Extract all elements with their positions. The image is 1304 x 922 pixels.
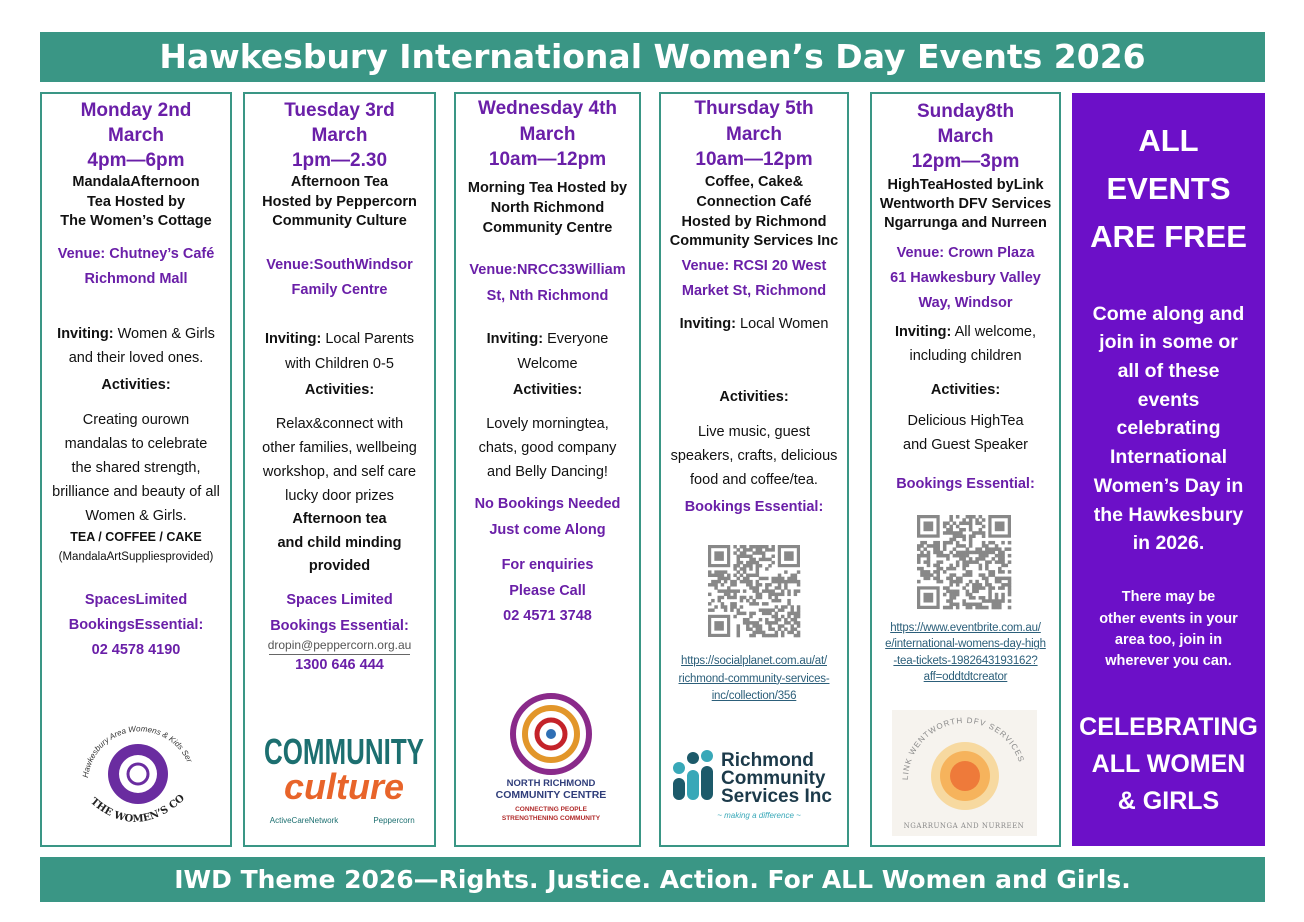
venue-line: Venue:SouthWindsor [266, 256, 413, 273]
event-title-line: Wentworth DFV Services [879, 195, 1052, 212]
inviting [456, 327, 639, 377]
event-date-line: 10am—12pm [695, 149, 813, 171]
booking-info-line: 02 4578 4190 [91, 641, 181, 658]
booking-phone [245, 656, 434, 674]
event-title-line: Afternoon Tea [290, 174, 389, 191]
event-title-line: North Richmond [490, 200, 605, 216]
enquiries-line: For enquiries [501, 557, 594, 574]
activities-line: lucky door prizes [285, 488, 394, 504]
qr-code-socialplanet[interactable] [708, 545, 800, 637]
booking-email-link[interactable] [245, 638, 434, 652]
activities [456, 412, 639, 484]
enquiries-line: Please Call [509, 582, 586, 599]
svg-text:COMMUNITY: COMMUNITY [264, 731, 424, 772]
venue [245, 253, 434, 303]
inviting-text: Everyone [543, 330, 609, 347]
inviting-text: Local Parents [321, 330, 415, 347]
event-card-wednesday [454, 92, 641, 847]
inviting [661, 312, 847, 337]
event-date [456, 96, 639, 173]
event-card-thursday [659, 92, 849, 847]
svg-text:culture: culture [283, 766, 405, 807]
inviting-text: with Children 0-5 [285, 355, 394, 372]
activities-label-line: Activities: [304, 382, 375, 398]
activities-line: the shared strength, [71, 460, 201, 476]
inviting-line [661, 312, 847, 337]
inviting-label: Inviting: [57, 326, 114, 342]
event-date [42, 98, 230, 173]
venue [872, 241, 1059, 316]
free-heading-line: ALL [1138, 123, 1199, 158]
svg-text:ActiveCareNetwork: ActiveCareNetwork [269, 816, 339, 825]
event-date [661, 96, 847, 173]
activities-line: mandalas to celebrate [64, 436, 208, 452]
svg-text:THE WOMEN’S COTTAGE: THE WOMEN’S CO [88, 792, 187, 826]
free-heading-line: ARE FREE [1090, 219, 1247, 254]
no-bookings [456, 491, 639, 543]
event-date-line: March [726, 123, 782, 145]
event-title-line: Tea Hosted by [86, 193, 186, 210]
activities-line: speakers, crafts, delicious [670, 448, 838, 464]
activities-line: Relax&connect with [275, 416, 404, 432]
inviting-text: Women & Girls [113, 326, 215, 342]
inviting-text: Local Women [735, 315, 829, 332]
womens-cottage-arc-text: Hawkesbury Area Womens & Kids Ser [81, 724, 194, 779]
no-bookings-line: Just come Along [489, 522, 606, 538]
spaces-limited [245, 588, 434, 613]
booking-info-line: BookingsEssential: [68, 616, 204, 633]
venue-line: Venue: Crown Plaza [896, 244, 1035, 261]
inviting-line [456, 327, 639, 352]
event-date-line: March [937, 125, 994, 147]
intro-text-line: all of these [1117, 360, 1220, 383]
celebrating-heading-line: ALL WOMEN [1091, 749, 1246, 778]
inviting-text: Welcome [517, 355, 578, 372]
event-title-line: HighTeaHosted byLink [887, 176, 1044, 193]
activities-line: Women & Girls. [85, 508, 187, 524]
provided-note-line: and child minding [277, 534, 402, 551]
booking-url-link[interactable] [661, 653, 847, 706]
svg-text:STRENGTHENING COMMUNITY: STRENGTHENING COMMUNITY [501, 815, 601, 822]
inviting [42, 322, 230, 370]
svg-text:Services Inc: Services Inc [721, 786, 832, 807]
booking-info [42, 588, 230, 663]
activities-label [42, 373, 230, 397]
venue-line: 61 Hawkesbury Valley [890, 269, 1041, 286]
intro-text-line: Women’s Day in [1093, 474, 1244, 497]
svg-text:CONNECTING PEOPLE: CONNECTING PEOPLE [515, 806, 587, 813]
activities-label-line: Activities: [512, 382, 583, 398]
iwd-theme-banner: IWD Theme 2026—Rights. Justice. Action. For ALL Women and Girls. [40, 857, 1265, 902]
svg-text:Community: Community [721, 768, 826, 789]
other-events-note-line: other events in your [1099, 610, 1238, 627]
activities-line: and Belly Dancing! [487, 464, 608, 480]
free-heading-line: EVENTS [1106, 171, 1231, 206]
intro-text-line: the Hawkesbury [1093, 503, 1244, 526]
event-date-line: Monday 2nd [80, 99, 192, 121]
activities-label-line: Activities: [719, 389, 789, 405]
event-card-sunday [870, 92, 1061, 847]
activities-line: Delicious HighTea [907, 413, 1024, 429]
venue [456, 257, 639, 309]
activities-label [872, 378, 1059, 402]
activities-line: other families, wellbeing [262, 440, 417, 456]
booking-url-link-line[interactable]: aff=oddtdtcreator [923, 671, 1008, 684]
refreshments [42, 528, 230, 546]
inviting-label: Inviting: [679, 315, 736, 332]
activities [661, 420, 847, 492]
enquiries-line: 02 4571 3748 [503, 608, 592, 625]
booking-url-link-line[interactable]: inc/collection/356 [711, 690, 797, 703]
community-culture-logo [259, 719, 429, 829]
activities-line: food and coffee/tea. [690, 472, 818, 488]
spaces-limited-line: Spaces Limited [286, 591, 393, 608]
inviting-line [245, 327, 434, 352]
intro-text [1072, 300, 1265, 558]
inviting-label: Inviting: [486, 330, 544, 347]
refreshments-line: TEA / COFFEE / CAKE [70, 530, 202, 544]
activities-label [245, 378, 434, 402]
event-card-monday [40, 92, 232, 847]
inviting-line [42, 322, 230, 346]
event-date-line: Tuesday 3rd [284, 99, 395, 121]
intro-text-line: events [1137, 388, 1200, 411]
booking-url-link-line[interactable]: https://socialplanet.com.au/at/ [681, 655, 827, 668]
event-date-line: Wednesday 4th [477, 98, 618, 120]
other-events-note [1072, 587, 1265, 672]
event-date [872, 99, 1059, 174]
enquiries [456, 553, 639, 630]
event-title-line: Morning Tea Hosted by [467, 180, 628, 196]
booking-url-link-line[interactable]: richmond-community-services- [678, 672, 830, 685]
activities-line: workshop, and self care [262, 464, 417, 480]
svg-text:Richmond: Richmond [721, 750, 814, 771]
provided-note [245, 508, 434, 579]
event-title-line: Coffee, Cake& [704, 174, 804, 191]
venue-line: Venue:NRCC33William [469, 262, 626, 278]
bookings-label [872, 472, 1059, 496]
activities [245, 412, 434, 508]
event-title [245, 173, 434, 232]
svg-text:NGARRUNGA AND NURREEN: NGARRUNGA AND NURREEN [903, 822, 1025, 830]
page-title: Hawkesbury International Women’s Day Events 2026 [40, 32, 1265, 82]
event-title [661, 173, 847, 252]
booking-url-link[interactable] [872, 620, 1059, 686]
bookings-label [661, 495, 847, 519]
booking-url-link-line[interactable]: -tea-tickets-1982643193162? [893, 654, 1038, 667]
venue [661, 254, 847, 304]
inviting-label: Inviting: [894, 324, 952, 340]
bookings-label-line: Bookings Essential: [896, 476, 1035, 492]
event-title-line: Community Centre [482, 220, 613, 236]
event-date-line: Thursday 5th [694, 98, 814, 120]
inviting-text: and their loved ones. [68, 350, 204, 366]
inviting-text: All welcome, [951, 324, 1036, 340]
event-date-line: 12pm—3pm [911, 150, 1020, 172]
venue-line: Family Centre [291, 281, 388, 298]
activities [872, 409, 1059, 457]
provided-note-line: Afternoon tea [292, 511, 387, 528]
event-title [456, 178, 639, 238]
celebrating-heading-line: CELEBRATING [1079, 712, 1258, 741]
richmond-community-services-logo [669, 746, 849, 826]
venue-line: Richmond Mall [84, 270, 188, 287]
other-events-note-line: area too, join in [1114, 631, 1223, 648]
venue-line: Market St, Richmond [681, 282, 827, 299]
event-date-line: 4pm—6pm [87, 149, 185, 171]
other-events-note-line: wherever you can. [1105, 653, 1232, 670]
event-title-line: Ngarrunga and Nurreen [884, 214, 1047, 231]
event-title-line: The Women’s Cottage [60, 213, 212, 230]
activities-line: Lovely morningtea, [486, 416, 609, 432]
inviting [872, 320, 1059, 368]
celebrating-heading-line: & GIRLS [1117, 786, 1220, 815]
divider [269, 654, 410, 655]
event-title-line: Hosted by Peppercorn [262, 193, 417, 210]
venue-line: St, Nth Richmond [486, 288, 609, 304]
venue-line: Way, Windsor [918, 294, 1013, 311]
activities-label-line: Activities: [930, 382, 1001, 398]
inviting [245, 327, 434, 377]
inviting-label: Inviting: [264, 330, 322, 347]
activities-line: Live music, guest [697, 424, 811, 440]
event-title-line: Community Culture [272, 213, 407, 230]
intro-text-line: Come along and [1092, 302, 1245, 325]
supplies-note [42, 548, 230, 566]
svg-text:Peppercorn: Peppercorn [373, 816, 415, 825]
all-events-free-panel [1072, 93, 1265, 846]
no-bookings-line: No Bookings Needed [474, 496, 621, 512]
event-date-line: Sunday8th [916, 100, 1015, 122]
svg-text:LINK WENTWORTH DFV SERVICES: LINK WENTWORTH DFV SERVICES [900, 715, 1027, 781]
event-date-line: 1pm—2.30 [291, 149, 388, 171]
event-title-line: Community Services Inc [669, 233, 839, 250]
qr-code-eventbrite[interactable] [917, 515, 1011, 609]
activities-label [661, 385, 847, 409]
event-title-line: MandalaAfternoon [72, 174, 200, 191]
event-date-line: March [519, 123, 576, 145]
venue-line: Venue: Chutney’s Café [57, 245, 215, 262]
supplies-note-line: (MandalaArtSuppliesprovided) [58, 551, 214, 563]
celebrating-heading [1072, 709, 1265, 820]
event-title [42, 173, 230, 232]
womens-cottage-logo [72, 694, 202, 834]
activities-line: brilliance and beauty of all [52, 484, 220, 500]
link-wentworth-dfv-logo [892, 710, 1037, 836]
venue-line: Venue: RCSI 20 West [681, 257, 827, 274]
other-events-note-line: There may be [1121, 589, 1216, 606]
venue [42, 242, 230, 292]
booking-info-line: SpacesLimited [84, 591, 188, 608]
inviting-text: including children [909, 348, 1022, 364]
event-title-line: Hosted by Richmond [681, 213, 827, 230]
bookings-label [245, 617, 434, 635]
intro-text-line: in 2026. [1132, 532, 1205, 555]
event-title [872, 176, 1059, 233]
activities-line: Creating ourown [82, 412, 190, 428]
activities-label [456, 378, 639, 402]
bookings-label-line: Bookings Essential: [684, 499, 824, 515]
activities [42, 408, 230, 528]
event-date-line: March [108, 124, 164, 146]
activities-label-line: Activities: [101, 377, 171, 393]
svg-text:COMMUNITY CENTRE: COMMUNITY CENTRE [495, 789, 607, 801]
svg-text:NORTH RICHMOND: NORTH RICHMOND [506, 778, 596, 789]
event-card-tuesday [243, 92, 436, 847]
intro-text-line: join in some or [1099, 331, 1238, 354]
event-title-line: Connection Café [696, 193, 812, 210]
booking-url-link-line[interactable]: https://www.eventbrite.com.au/ [890, 621, 1041, 634]
event-date-line: 10am—12pm [488, 149, 607, 171]
north-richmond-community-centre-logo [476, 689, 626, 829]
activities-line: and Guest Speaker [903, 437, 1028, 453]
activities-line: chats, good company [478, 440, 617, 456]
svg-text:~ making a difference ~: ~ making a difference ~ [717, 811, 801, 820]
free-heading [1072, 117, 1265, 261]
event-date [245, 98, 434, 173]
intro-text-line: International [1109, 446, 1227, 469]
booking-url-link-line[interactable]: e/international-womens-day-high [885, 638, 1046, 651]
provided-note-line: provided [308, 558, 371, 575]
intro-text-line: celebrating [1116, 417, 1221, 440]
booking-phone-line: 1300 646 444 [295, 657, 384, 673]
inviting-line [872, 320, 1059, 344]
bookings-label-line: Bookings Essential: [270, 618, 409, 634]
booking-email-link-line[interactable]: dropin@peppercorn.org.au [267, 638, 412, 652]
event-date-line: March [311, 124, 368, 146]
